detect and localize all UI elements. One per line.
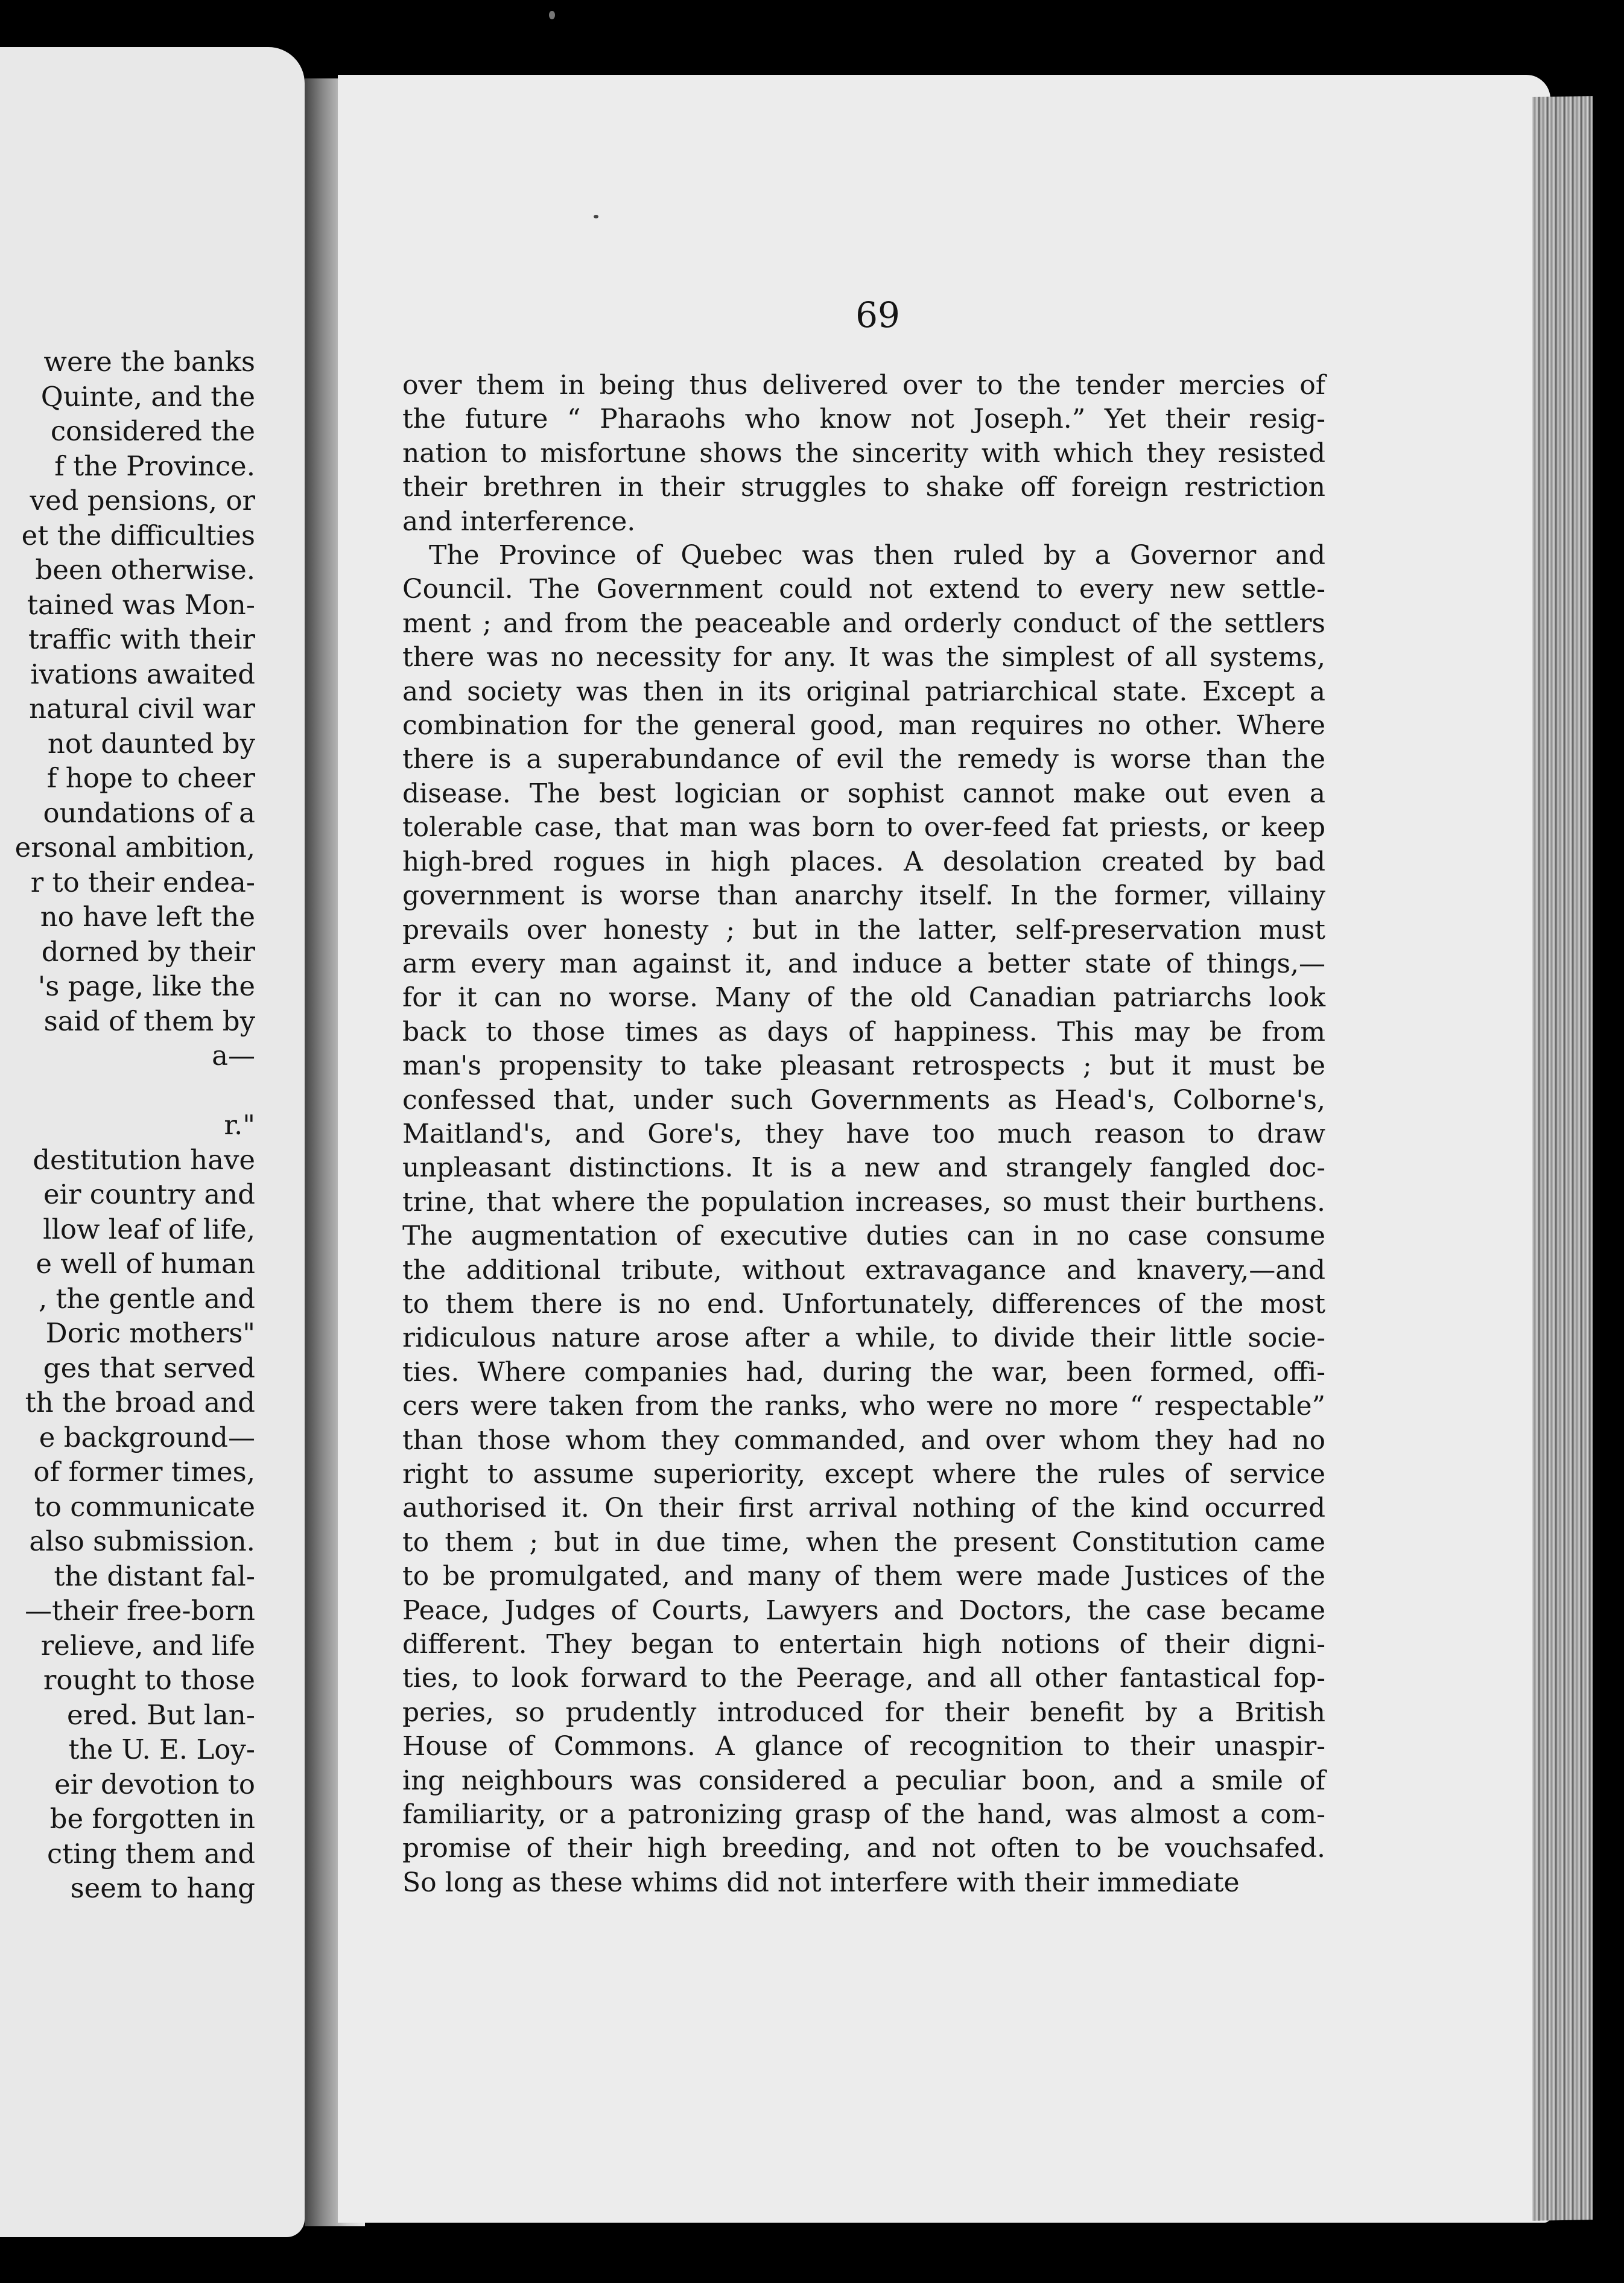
text-line: ment ; and from the peaceable and orderly conduct of the settlers xyxy=(402,608,1325,639)
text-line: over them in being thus delivered over to the tender mercies of xyxy=(402,370,1325,401)
text-line: unpleasant distinctions. It is a new and strangely fangled doc- xyxy=(402,1152,1325,1184)
text-line: r." xyxy=(224,1109,255,1141)
text-line: Peace, Judges of Courts, Lawyers and Doctors, the case became xyxy=(402,1595,1325,1626)
text-line: considered the xyxy=(50,415,255,447)
ink-speck xyxy=(594,215,598,218)
ink-speck xyxy=(549,11,555,19)
text-line: combination for the general good, man requires no other. Where xyxy=(402,710,1325,741)
text-line: ersonal ambition, xyxy=(14,831,255,863)
text-line: were the banks xyxy=(43,346,255,378)
text-line: , the gentle and xyxy=(38,1282,255,1315)
text-line: the future “ Pharaohs who know not Joseph.” Yet their resig- xyxy=(402,404,1325,435)
text-line: rought to those xyxy=(43,1664,255,1696)
text-line: ties. Where companies had, during the war, been formed, offi- xyxy=(402,1356,1325,1388)
text-line: man's propensity to take pleasant retrospects ; but it must be xyxy=(402,1050,1325,1082)
text-line: cers were taken from the ranks, who were no more “ respectable” xyxy=(402,1391,1325,1422)
text-line: to them there is no end. Unfortunately, differences of the most xyxy=(402,1288,1325,1319)
text-line: ing neighbours was considered a peculiar boon, and a smile of xyxy=(402,1765,1325,1796)
right-page-text xyxy=(402,369,1325,1900)
text-line: and society was then in its original patriarchical state. Except a xyxy=(402,676,1325,707)
text-line: also submission. xyxy=(29,1525,255,1557)
text-line: arm every man against it, and induce a better state of things,— xyxy=(402,948,1325,979)
text-line: f hope to cheer xyxy=(46,762,255,794)
text-line: et the difficulties xyxy=(21,519,255,551)
text-line: to be promulgated, and many of them were made Justices of the xyxy=(402,1561,1325,1592)
text-line: to them ; but in due time, when the present Constitution came xyxy=(402,1526,1325,1558)
text-line: seem to hang xyxy=(70,1872,255,1904)
text-line: different. They began to entertain high notions of their digni- xyxy=(402,1629,1325,1660)
text-line: destitution have xyxy=(33,1143,255,1176)
text-line: ved pensions, or xyxy=(30,484,255,516)
text-line: eir country and xyxy=(43,1178,255,1210)
text-line: than those whom they commanded, and over whom they had no xyxy=(402,1424,1325,1456)
text-line: and interference. xyxy=(402,506,636,537)
text-line: tolerable case, that man was born to over-feed fat priests, or keep xyxy=(402,812,1325,843)
text-line: llow leaf of life, xyxy=(43,1213,255,1245)
text-line: be forgotten in xyxy=(49,1803,255,1835)
text-line: nation to misfortune shows the sincerity with which they resisted xyxy=(402,437,1325,469)
text-line: the U. E. Loy- xyxy=(68,1733,255,1765)
text-line: 's page, like the xyxy=(37,970,255,1002)
text-line: high-bred rogues in high places. A desolation created by bad xyxy=(402,846,1325,877)
text-line: familiarity, or a patronizing grasp of the hand, was almost a com- xyxy=(402,1799,1325,1831)
text-line: f the Province. xyxy=(54,449,255,482)
text-line: confessed that, under such Governments as Head's, Colborne's, xyxy=(402,1084,1325,1116)
text-line: The Province of Quebec was then ruled by a Governor and xyxy=(429,540,1325,571)
text-line: The augmentation of executive duties can in no case consume xyxy=(402,1221,1325,1252)
text-line: authorised it. On their first arrival nothing of the kind occurred xyxy=(402,1493,1325,1524)
text-line: a— xyxy=(212,1040,255,1072)
text-line: disease. The best logician or sophist cannot make out even a xyxy=(402,778,1325,809)
text-line: Doric mothers" xyxy=(45,1317,255,1349)
text-line: —their free-born xyxy=(25,1595,255,1627)
text-line: government is worse than anarchy itself. In the former, villainy xyxy=(402,880,1325,912)
text-line: right to assume superiority, except where the rules of service xyxy=(402,1459,1325,1490)
text-line: eir devotion to xyxy=(54,1768,255,1800)
text-line: ties, to look forward to the Peerage, and all other fantastical fop- xyxy=(402,1663,1325,1694)
text-line: back to those times as days of happiness. This may be from xyxy=(402,1016,1325,1047)
text-line: peries, so prudently introduced for their benefit by a British xyxy=(402,1697,1325,1728)
text-line: So long as these whims did not interfere with their immediate xyxy=(402,1867,1240,1898)
text-line: e background— xyxy=(39,1421,255,1453)
text-line: Quinte, and the xyxy=(40,380,255,413)
text-line: Maitland's, and Gore's, they have too much reason to draw xyxy=(402,1118,1325,1149)
text-line: natural civil war xyxy=(29,693,255,725)
text-line: ges that served xyxy=(43,1351,255,1384)
text-line: the additional tribute, without extravagance and knavery,—and xyxy=(402,1254,1325,1286)
text-line: relieve, and life xyxy=(40,1629,255,1662)
text-line: their brethren in their struggles to shake off foreign restriction xyxy=(402,472,1325,503)
text-line: oundations of a xyxy=(43,796,255,829)
text-line: no have left the xyxy=(40,901,255,933)
left-page xyxy=(0,47,305,2237)
text-line: Council. The Government could not extend to every new settle- xyxy=(402,574,1325,605)
text-line: for it can no worse. Many of the old Canadian patriarchs look xyxy=(402,982,1325,1014)
text-line: to communicate xyxy=(34,1490,255,1523)
text-line: not daunted by xyxy=(47,727,255,760)
text-line: cting them and xyxy=(46,1837,255,1870)
text-line: there is a superabundance of evil the remedy is worse than the xyxy=(402,744,1325,775)
text-line: been otherwise. xyxy=(35,554,255,586)
text-line: tained was Mon- xyxy=(27,588,255,621)
text-line: trine, that where the population increases, so must their burthens. xyxy=(402,1186,1325,1218)
left-page-text xyxy=(0,345,255,1906)
text-line: promise of their high breeding, and not often to be vouchsafed. xyxy=(402,1833,1325,1864)
text-line: said of them by xyxy=(43,1005,255,1037)
text-line xyxy=(0,1073,255,1108)
text-line: the distant fal- xyxy=(54,1560,255,1592)
text-line: House of Commons. A glance of recognition to their unaspir- xyxy=(402,1731,1325,1762)
text-line: dorned by their xyxy=(41,935,255,968)
page-number: 69 xyxy=(855,294,900,335)
text-line: ivations awaited xyxy=(30,658,255,690)
text-line: prevails over honesty ; but in the latter, self-preservation must xyxy=(402,914,1325,945)
text-line: th the broad and xyxy=(25,1386,255,1418)
text-line: there was no necessity for any. It was the simplest of all systems, xyxy=(402,642,1325,673)
page-edges xyxy=(1532,96,1593,2221)
text-line: e well of human xyxy=(36,1248,255,1280)
text-line: ered. But lan- xyxy=(66,1698,255,1731)
text-line: r to their endea- xyxy=(30,866,255,898)
text-line: of former times, xyxy=(33,1456,255,1488)
text-line: ridiculous nature arose after a while, to divide their little socie- xyxy=(402,1322,1325,1354)
text-line: traffic with their xyxy=(28,623,255,655)
